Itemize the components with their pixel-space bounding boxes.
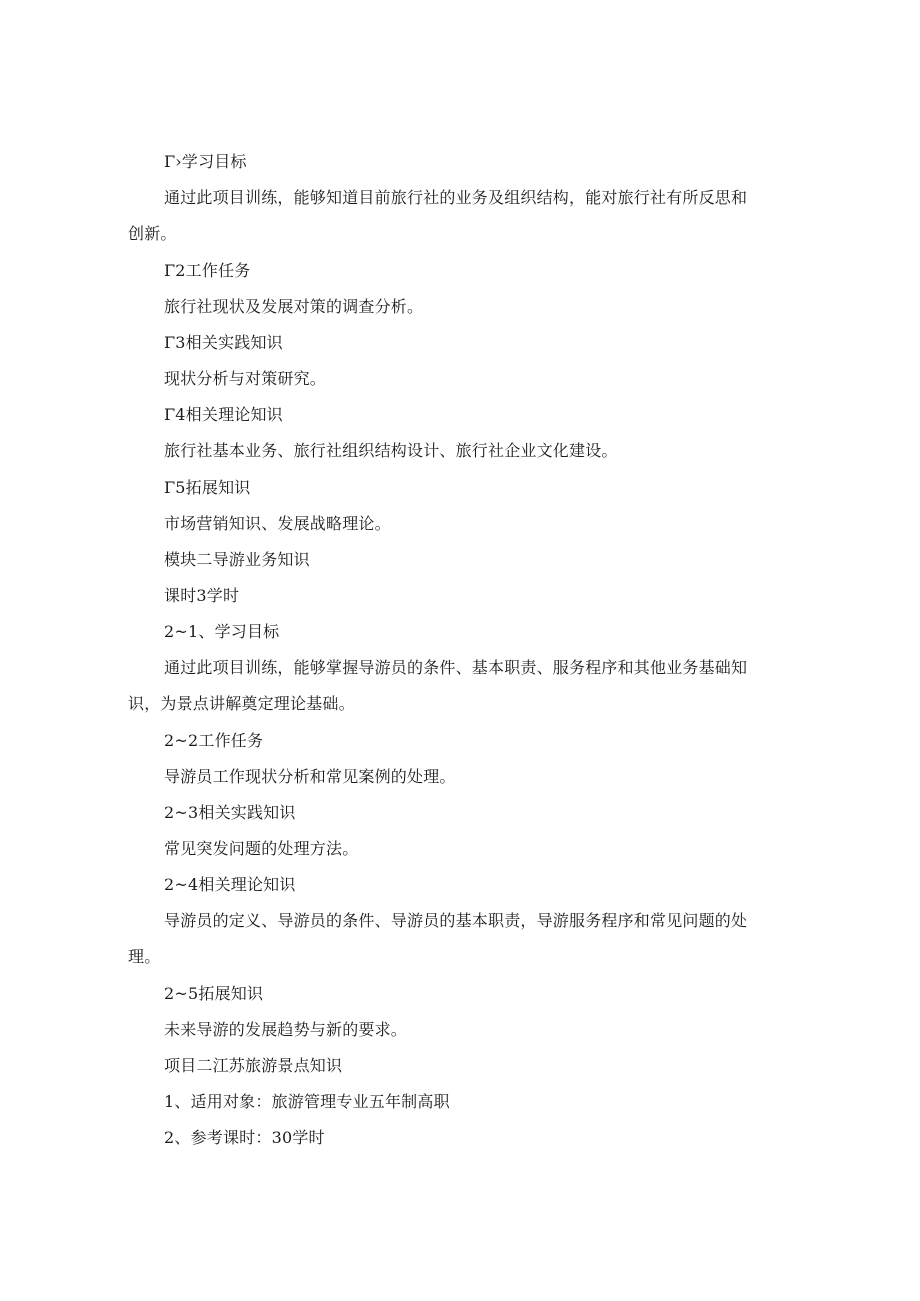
section-heading: Γ2工作任务 — [164, 261, 251, 280]
paragraph-line: 未来导游的发展趋势与新的要求。 — [164, 1020, 408, 1039]
section-heading: 2~1、学习目标 — [164, 622, 280, 641]
paragraph-line: 旅行社现状及发展对策的调查分析。 — [164, 297, 424, 316]
section-heading: Γ›学习目标 — [164, 152, 247, 171]
paragraph-line: 通过此项目训练，能够掌握导游员的条件、基本职责、服务程序和其他业务基础知 — [164, 658, 748, 677]
list-item: 1、适用对象：旅游管理专业五年制高职 — [164, 1092, 450, 1111]
project-title: 项目二江苏旅游景点知识 — [164, 1056, 343, 1075]
module-title: 模块二导游业务知识 — [164, 550, 310, 569]
paragraph-line: 旅行社基本业务、旅行社组织结构设计、旅行社企业文化建设。 — [164, 441, 618, 460]
section-heading: 2~4相关理论知识 — [164, 875, 296, 894]
paragraph-line: 常见突发问题的处理方法。 — [164, 839, 359, 858]
paragraph-line: 识，为景点讲解奠定理论基础。 — [128, 694, 355, 713]
section-heading: 2~2工作任务 — [164, 731, 264, 750]
paragraph-line: 理。 — [128, 947, 161, 966]
section-heading: 2~3相关实践知识 — [164, 803, 296, 822]
section-heading: Γ3相关实践知识 — [164, 333, 283, 352]
paragraph-line: 导游员的定义、导游员的条件、导游员的基本职责，导游服务程序和常见问题的处 — [164, 911, 748, 930]
paragraph-line: 市场营销知识、发展战略理论。 — [164, 514, 391, 533]
class-hours: 课时3学时 — [164, 586, 240, 605]
paragraph-line: 创新。 — [128, 224, 177, 243]
paragraph-line: 通过此项目训练，能够知道目前旅行社的业务及组织结构，能对旅行社有所反思和 — [164, 188, 748, 207]
section-heading: Γ4相关理论知识 — [164, 405, 283, 424]
section-heading: Γ5拓展知识 — [164, 478, 251, 497]
section-heading: 2~5拓展知识 — [164, 984, 264, 1003]
paragraph-line: 现状分析与对策研究。 — [164, 369, 327, 388]
list-item: 2、参考课时：30学时 — [164, 1128, 325, 1147]
paragraph-line: 导游员工作现状分析和常见案例的处理。 — [164, 767, 456, 786]
